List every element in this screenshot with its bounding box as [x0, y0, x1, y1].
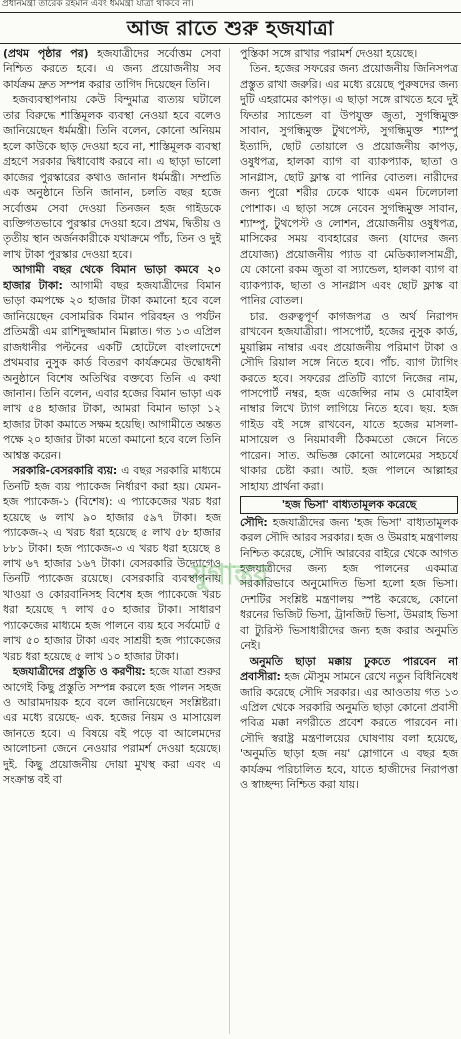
subheading: অনুমতি ছাড়া মক্কায় ঢুকতে পারবেন না প্রবাসীরা:	[240, 654, 458, 684]
paragraph: হজযাত্রীদের প্রস্তুতি ও করণীয়: হজে যাত্রা শুরুর আগেই কিছু প্রস্তুতি সম্পন্ন করলে হজ পালন সহজ ও আরামদায়ক হবে বলে জানিয়েছেন সংশ্লিষ্টরা। এর মধ্যে রয়েছে- এক. হজের নিয়ম ও মাসায়েল জানতে হবে। এ বিষয়ে বই পড়ে বা আলেমদের আলোচনা জেনে নেওয়ার পরামর্শ দেওয়া হয়েছে। দুই. কিছু প্রয়োজনীয় দোয়া মুখস্থ করা এবং এ সংক্রান্ত বই বা	[3, 665, 221, 787]
paragraph: অনুমতি ছাড়া মক্কায় ঢুকতে পারবেন না প্রবাসীরা: হজ মৌসুম সামনে রেখে নতুন বিধিনিষেধ জারি করেছে সৌদি সরকার। এর আওতায় গত ১৩ এপ্রিল থেকে সরকারি অনুমতি ছাড়া কোনো প্রবাসী পবিত্র মক্কা নগরীতে প্রবেশ করতে পারবেন না। সৌদি স্বরাষ্ট্র মন্ত্রণালয়ের ঘোষণায় বলা হয়েছে, 'অনুমতি ছাড়া হজ নয়' স্লোগানে এ বছর হজ কার্যক্রম পরিচালিত হবে, যাতে হাজীদের নিরাপত্তা ও স্বাচ্ছন্দ্য নিশ্চিত করা যায়।	[240, 654, 458, 792]
paragraph: সরকারি-বেসরকারি ব্যয়: এ বছর সরকারি মাধ্যমে তিনটি হজ ব্যয় প্যাকেজ নির্ধারণ করা হয়। যেমন- হজ প্যাকেজ-১ (বিশেষ): এ প্যাকেজের খরচ ধরা হয়েছে ৬ লাখ ৯০ হাজার ৫৯৭ টাকা। হজ প্যাকেজ-২ এ খরচ ধরা হয়েছে ৫ লাখ ৫৮ হাজার ৮৮১ টাকা। হজ প্যাকেজ-৩ এ খরচ ধরা হয়েছে ৪ লাখ ৬৭ হাজার ১৬৭ টাকা। বেসরকারি উদ্যোগেও তিনটি প্যাকেজ রয়েছে। বেসরকারি ব্যবস্থাপনায় খাওয়া ও কোরবানিসহ বিশেষ হজ প্যাকেজে খরচ ধরা হয়েছে ৭ লাখ ৫০ হাজার টাকা। সাধারণ প্যাকেজের মাধ্যমে হজ পালনে ব্যয় হবে সর্বমোট ৫ লাখ ৫০ হাজার টাকা এবং সাশ্রয়ী হজ প্যাকেজের খরচ ধরা হয়েছে ৫ লাখ ১০ হাজার টাকা।	[3, 464, 221, 663]
boxed-subheading: 'হজ ভিসা' বাধ্যতামূলক করেছে	[240, 496, 458, 513]
paragraph: সৌদি: হজযাত্রীদের জন্য 'হজ ভিসা' বাধ্যতামূলক করল সৌদি আরব সরকার। হজ ও উমরাহ মন্ত্রণালয় নিশ্চিত করেছে, সৌদি আরবের বাইরে থেকে আগত হজযাত্রীদের জন্য হজ পালনের একমাত্র সরকারিভাবে অনুমোদিত ভিসা হলো হজ ভিসা। দেশটির সংশ্লিষ্ট মন্ত্রণালয় স্পষ্ট করেছে, কোনো ধরনের ভিজিট ভিসা, ট্রানজিট ভিসা, উমরাহ ভিসা বা ট্যুরিস্ট ভিসাধারীদের জন্য হজ করার অনুমতি নেই।	[240, 515, 458, 653]
subheading: সৌদি:	[240, 515, 268, 529]
watermark-logo: যুগান্তর	[191, 558, 269, 591]
paragraph: পুস্তিকা সঙ্গে রাখার পরামর্শ দেওয়া হয়েছে।	[240, 47, 418, 60]
continuation-marker: (প্রথম পৃষ্ঠার পর)	[3, 47, 89, 60]
paragraph: হজব্যবস্থাপনায় কেউ বিন্দুমাত্র ব্যত্যয় ঘটালে তার বিরুদ্ধে শাস্তিমূলক ব্যবস্থা নেওয়া হবে বলেও জানিয়েছেন ধর্মমন্ত্রী। তিনি বলেন, কোনো অনিয়ম হলে কাউকে ছাড় দেওয়া হবে না, শাস্তিমূলক ব্যবস্থা গ্রহণে সরকার দ্বিধাবোধ করবে না। এ ছাড়া ভালো কাজের পুরস্কারের কথাও জানান ধর্মমন্ত্রী। সম্প্রতি এক অনুষ্ঠানে তিনি জানান, চলতি বছর হজে সর্বোত্তম সেবা দেওয়া তিনজন হজ গাইডকে ব্যক্তিগতভাবে পুরস্কার দেওয়া হবে। প্রথম, দ্বিতীয় ও তৃতীয় স্থান অর্জনকারীকে যথাক্রমে পাঁচ, তিন ও দুই লাখ টাকা পুরস্কার দেওয়া হবে।	[3, 93, 221, 261]
subheading: আগামী বছর থেকে বিমান ভাড়া কমবে ২০ হাজার টাকা:	[3, 263, 221, 292]
cut-previous-line: প্রধানমন্ত্রী তারেক রহমান এবং ধর্মমন্ত্রী যাত্রা থাকবে না।	[2, 0, 194, 9]
column-divider	[229, 48, 230, 1034]
subheading: হজযাত্রীদের প্রস্তুতি ও করণীয়:	[12, 665, 146, 679]
left-column	[3, 46, 221, 1036]
article-headline: আজ রাতে শুরু হজযাত্রা	[0, 12, 461, 44]
paragraph: তিন. হজের সফরের জন্য প্রয়োজনীয় জিনিসপত্র প্রস্তুত রাখা জরুরি। এর মধ্যে রয়েছে পুরুষদের জন্য দুটি এহরামের কাপড়। এ ছাড়া সঙ্গে রাখতে হবে দুই ফিতার স্যান্ডেল বা উপযুক্ত জুতা, সুগন্ধিমুক্ত সাবান, সুগন্ধিমুক্ত টুথপেস্ট, সুগন্ধিমুক্ত শ্যাম্পু ইত্যাদি, ছোট তোয়ালে ও প্রয়োজনীয় কাপড়, ওষুধপত্র, হালকা ব্যাগ বা ব্যাকপ্যাক, ছাতা ও সানগ্লাস, ছোট ফ্লাস্ক বা পানির বোতল। নারীদের জন্য পুরো শরীর ঢেকে থাকে এমন ঢিলেঢালা পোশাক। এ ছাড়া সঙ্গে নেবেন সুগন্ধিমুক্ত সাবান, শ্যাম্পু, টুথপেস্ট ও লোশন, প্রয়োজনীয় ওষুধপত্র, মাসিকের সময় ব্যবহারের জন্য (যাদের জন্য প্রযোজ্য) প্রয়োজনীয় প্যাড বা মেডিক্যালসামগ্রী, যে কোনো রকম জুতা বা স্যান্ডেল, হালকা ব্যাগ বা ব্যাকপ্যাক, ছাতা ও সানগ্লাস এবং ছোট ফ্লাস্ক বা পানির বোতল।	[240, 62, 458, 308]
right-column	[240, 46, 458, 1036]
paragraph: চার. গুরুত্বপূর্ণ কাগজপত্র ও অর্থ নিরাপদ রাখবেন হজযাত্রীরা। পাসপোর্ট, হজের নুসুক কার্ড, মুয়াল্লিম নাম্বার এবং প্রয়োজনীয় পরিমাণ টাকা ও সৌদি রিয়াল সঙ্গে নিতে হবে। পাঁচ. ব্যাগ ট্যাগিং করতে হবে। সফরের প্রতিটি ব্যাগে নিজের নাম, পাসপোর্ট নম্বর, হজ এজেন্সির নাম ও মোবাইল নাম্বার লিখে ট্যাগ লাগিয়ে নিতে হবে। ছয়. হজ গাইড বই সঙ্গে রাখবেন, যাতে হজের মাসলা-মাসায়েল ও নিয়মাবলী ঠিকমতো জেনে নিতে পারেন। সাত. অভিজ্ঞ কোনো আলেমের সহচর্যে থাকার চেষ্টা করা। আট. হজ পালনে আল্লাহর সাহায্য প্রার্থনা করা।	[240, 309, 458, 493]
paragraph: (প্রথম পৃষ্ঠার পর) হজযাত্রীদের সর্বোত্তম সেবা নিশ্চিত করতে হবে। এ জন্য প্রয়োজনীয় সব কার্যক্রম দ্রুত সম্পন্ন করার তাগিদ দিয়েছেন তিনি।	[3, 47, 221, 91]
paragraph: আগামী বছর থেকে বিমান ভাড়া কমবে ২০ হাজার টাকা: আগামী বছর হজযাত্রীদের বিমান ভাড়া কমপক্ষে ২০ হাজার টাকা কমানো হবে বলে জানিয়েছেন বেসামরিক বিমান পরিবহন ও পর্যটন প্রতিমন্ত্রী এম রাশিদুজ্জামান মিল্লাত। গত ১৩ এপ্রিল রাজধানীর পল্টনের একটি হোটেলে বাংলাদেশে প্রথমবার নুসুক কার্ড বিতরণ কার্যক্রমের উদ্বোধনী অনুষ্ঠানে বিশেষ অতিথির বক্তব্যে তিনি এ কথা জানান। তিনি বলেন, এবার হজের বিমান ভাড়া এক লাখ ৫৪ হাজার টাকা, আমরা বিমান ভাড়া ১২ হাজার টাকা কমাতে সক্ষম হয়েছি। আগামীতে অন্তত পক্ষে ২০ হাজার টাকা মতো কমানো হবে বলে তিনি আশ্বস্ত করেন।	[3, 263, 221, 462]
subheading: সরকারি-বেসরকারি ব্যয়:	[12, 464, 118, 478]
